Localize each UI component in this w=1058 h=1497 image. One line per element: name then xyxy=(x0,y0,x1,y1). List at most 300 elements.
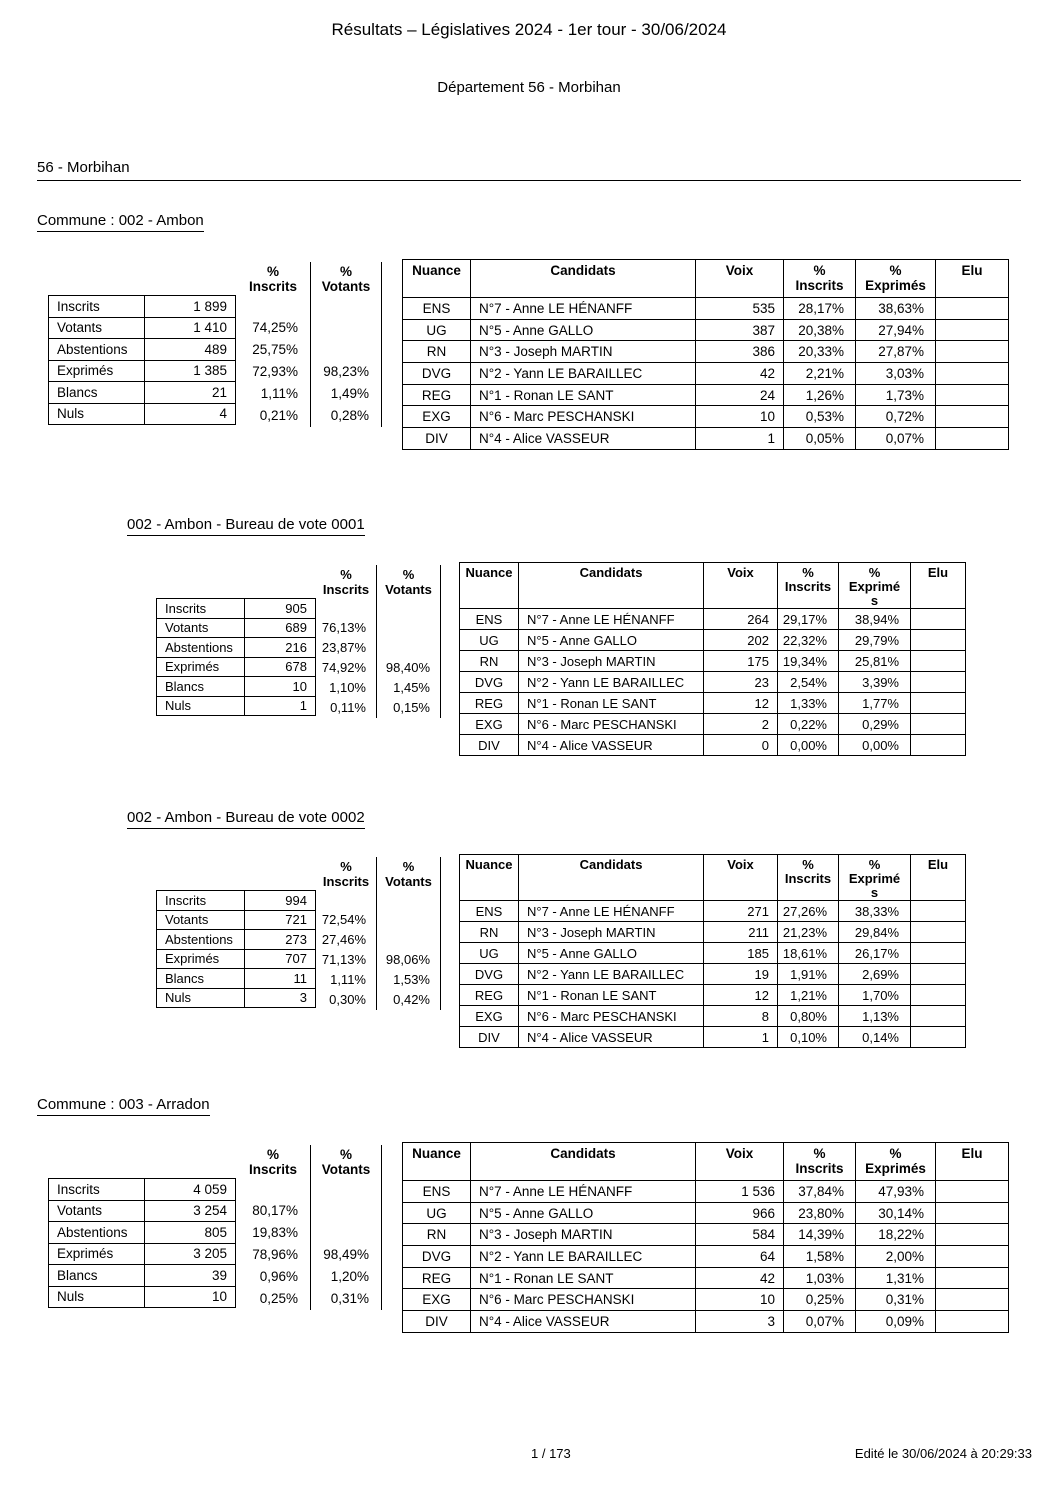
candidate-voix: 1 xyxy=(696,428,784,450)
participation-label: Blancs xyxy=(49,382,145,404)
col-nuance: Nuance xyxy=(403,260,471,298)
candidate-elu xyxy=(911,901,966,922)
candidate-pct-inscrits: 29,17% xyxy=(778,609,839,630)
candidate-name: N°1 - Ronan LE SANT xyxy=(519,693,704,714)
candidate-name: N°5 - Anne GALLO xyxy=(471,319,696,341)
participation-value: 3 205 xyxy=(145,1243,236,1265)
candidate-nuance: UG xyxy=(460,943,519,964)
participation-label: Nuls xyxy=(49,403,145,425)
candidate-elu xyxy=(936,1246,1009,1268)
pct-inscrits-value: 0,96% xyxy=(259,1269,298,1284)
participation-value: 905 xyxy=(245,599,316,619)
candidate-name: N°4 - Alice VASSEUR xyxy=(519,1027,704,1048)
participation-value: 1 385 xyxy=(145,360,236,382)
candidate-pct-exprimes: 29,79% xyxy=(839,630,911,651)
candidate-name: N°6 - Marc PESCHANSKI xyxy=(471,1289,696,1311)
participation-row xyxy=(49,1200,236,1222)
pct-votants-value xyxy=(311,1200,381,1222)
participation-row xyxy=(157,969,316,989)
pct-inscrits-value xyxy=(316,890,376,910)
candidate-name: N°2 - Yann LE BARAILLEC xyxy=(471,1246,696,1268)
participation-value: 4 059 xyxy=(145,1179,236,1201)
pct-votants-header: % Votants xyxy=(321,1147,371,1177)
candidate-voix: 271 xyxy=(704,901,778,922)
participation-row xyxy=(157,988,316,1008)
candidate-pct-exprimes: 1,70% xyxy=(839,985,911,1006)
participation-row xyxy=(157,677,316,697)
col-elu: Elu xyxy=(911,855,966,901)
results-table xyxy=(402,1142,1009,1333)
participation-label: Nuls xyxy=(49,1286,145,1308)
candidate-elu xyxy=(936,319,1009,341)
participation-table xyxy=(156,598,316,716)
col-pct-exprimes: % Exprimés xyxy=(839,563,911,609)
candidate-nuance: DVG xyxy=(403,363,471,385)
candidate-name: N°3 - Joseph MARTIN xyxy=(519,651,704,672)
candidate-pct-exprimes: 1,31% xyxy=(856,1267,936,1289)
col-voix: Voix xyxy=(696,1143,784,1181)
candidate-elu xyxy=(936,1224,1009,1246)
candidate-name: N°4 - Alice VASSEUR xyxy=(519,735,704,756)
candidate-elu xyxy=(936,1311,1009,1333)
candidate-elu xyxy=(936,428,1009,450)
candidate-pct-inscrits: 1,91% xyxy=(778,964,839,985)
candidate-pct-exprimes: 2,00% xyxy=(856,1246,936,1268)
participation-value: 1 xyxy=(245,696,316,716)
pct-votants-value xyxy=(311,339,381,361)
candidate-nuance: REG xyxy=(460,693,519,714)
candidate-voix: 2 xyxy=(704,714,778,735)
candidate-pct-inscrits: 1,26% xyxy=(784,384,856,406)
edit-timestamp: Edité le 30/06/2024 à 20:29:33 xyxy=(854,1446,1032,1461)
candidate-pct-inscrits: 0,53% xyxy=(784,406,856,428)
candidate-row xyxy=(460,714,966,735)
pct-votants-column xyxy=(377,857,441,1010)
pct-inscrits-header: % Inscrits xyxy=(248,1147,298,1177)
participation-label: Votants xyxy=(157,618,245,638)
results-header-row xyxy=(460,563,966,609)
candidate-row xyxy=(403,428,1009,450)
candidate-elu xyxy=(936,384,1009,406)
candidate-name: N°5 - Anne GALLO xyxy=(471,1202,696,1224)
candidate-pct-exprimes: 26,17% xyxy=(839,943,911,964)
candidate-pct-exprimes: 38,94% xyxy=(839,609,911,630)
participation-label: Nuls xyxy=(157,696,245,716)
candidate-row xyxy=(403,1246,1009,1268)
pct-inscrits-value: 71,13% xyxy=(321,952,366,967)
results-header-row xyxy=(403,260,1009,298)
pct-inscrits-value: 25,75% xyxy=(252,342,298,357)
candidate-name: N°6 - Marc PESCHANSKI xyxy=(471,406,696,428)
col-candidats: Candidats xyxy=(519,855,704,901)
pct-votants-header: % Votants xyxy=(385,567,432,597)
page-number: 1 / 173 xyxy=(531,1446,571,1461)
participation-table xyxy=(48,295,236,425)
candidate-voix: 966 xyxy=(696,1202,784,1224)
col-pct-exprimes: % Exprimés xyxy=(856,1143,936,1181)
candidate-pct-exprimes: 27,94% xyxy=(856,319,936,341)
candidate-pct-exprimes: 27,87% xyxy=(856,341,936,363)
participation-value: 994 xyxy=(245,891,316,911)
candidate-name: N°7 - Anne LE HÉNANFF xyxy=(519,609,704,630)
participation-value: 11 xyxy=(245,969,316,989)
pct-votants-value xyxy=(377,890,440,910)
candidate-row xyxy=(460,609,966,630)
pct-inscrits-value: 0,11% xyxy=(330,700,366,715)
pct-votants-value xyxy=(311,317,381,339)
participation-row xyxy=(49,403,236,425)
candidate-row xyxy=(403,1267,1009,1289)
candidate-pct-inscrits: 2,21% xyxy=(784,363,856,385)
pct-inscrits-column xyxy=(316,565,377,718)
participation-row xyxy=(49,1286,236,1308)
candidate-elu xyxy=(911,651,966,672)
participation-row xyxy=(49,317,236,339)
pct-inscrits-value: 23,87% xyxy=(321,640,366,655)
candidate-elu xyxy=(936,1202,1009,1224)
candidate-pct-exprimes: 0,72% xyxy=(856,406,936,428)
candidate-pct-inscrits: 0,05% xyxy=(784,428,856,450)
col-pct-exprimes: % Exprimés xyxy=(839,855,911,901)
participation-value: 689 xyxy=(245,618,316,638)
participation-label: Votants xyxy=(157,910,245,930)
col-pct-inscrits: % Inscrits xyxy=(778,855,839,901)
candidate-nuance: EXG xyxy=(460,714,519,735)
candidate-elu xyxy=(936,406,1009,428)
candidate-row xyxy=(460,1027,966,1048)
pct-inscrits-value: 76,13% xyxy=(321,620,366,635)
commune-heading: Commune : 002 - Ambon xyxy=(37,212,204,232)
candidate-nuance: RN xyxy=(403,341,471,363)
participation-label: Votants xyxy=(49,317,145,339)
pct-votants-column xyxy=(311,262,382,427)
candidate-nuance: DIV xyxy=(403,428,471,450)
candidate-nuance: RN xyxy=(460,651,519,672)
pct-inscrits-value: 1,10% xyxy=(329,680,366,695)
candidate-pct-exprimes: 0,31% xyxy=(856,1289,936,1311)
candidate-nuance: ENS xyxy=(460,609,519,630)
participation-value: 3 xyxy=(245,988,316,1008)
participation-label: Inscrits xyxy=(49,296,145,318)
candidate-pct-inscrits: 0,80% xyxy=(778,1006,839,1027)
candidate-voix: 175 xyxy=(704,651,778,672)
candidate-name: N°1 - Ronan LE SANT xyxy=(471,1267,696,1289)
candidate-nuance: REG xyxy=(403,1267,471,1289)
candidate-pct-exprimes: 0,07% xyxy=(856,428,936,450)
candidate-pct-inscrits: 21,23% xyxy=(778,922,839,943)
candidate-pct-inscrits: 1,21% xyxy=(778,985,839,1006)
candidate-pct-exprimes: 3,03% xyxy=(856,363,936,385)
candidate-pct-inscrits: 18,61% xyxy=(778,943,839,964)
candidate-pct-inscrits: 0,00% xyxy=(778,735,839,756)
participation-value: 489 xyxy=(145,339,236,361)
participation-value: 805 xyxy=(145,1222,236,1244)
pct-votants-value: 1,53% xyxy=(393,972,430,987)
candidate-pct-exprimes: 25,81% xyxy=(839,651,911,672)
candidate-nuance: DVG xyxy=(403,1246,471,1268)
participation-block xyxy=(156,565,441,718)
candidate-row xyxy=(460,922,966,943)
participation-row xyxy=(49,1265,236,1287)
candidate-pct-exprimes: 47,93% xyxy=(856,1181,936,1203)
participation-row xyxy=(49,360,236,382)
candidate-elu xyxy=(936,363,1009,385)
candidate-nuance: ENS xyxy=(460,901,519,922)
candidate-voix: 23 xyxy=(704,672,778,693)
candidate-elu xyxy=(911,630,966,651)
candidate-voix: 42 xyxy=(696,363,784,385)
candidate-name: N°1 - Ronan LE SANT xyxy=(471,384,696,406)
candidate-voix: 10 xyxy=(696,1289,784,1311)
candidate-row xyxy=(403,1224,1009,1246)
participation-label: Inscrits xyxy=(49,1179,145,1201)
participation-label: Blancs xyxy=(157,969,245,989)
pct-inscrits-column xyxy=(236,1145,311,1310)
candidate-row xyxy=(403,363,1009,385)
participation-row xyxy=(157,949,316,969)
document-title: Résultats – Législatives 2024 - 1er tour - 30/06/2024 xyxy=(331,20,727,39)
candidate-pct-inscrits: 22,32% xyxy=(778,630,839,651)
candidate-elu xyxy=(911,922,966,943)
candidate-row xyxy=(460,964,966,985)
candidate-nuance: UG xyxy=(460,630,519,651)
participation-label: Abstentions xyxy=(49,1222,145,1244)
participation-row xyxy=(157,618,316,638)
col-pct-inscrits: % Inscrits xyxy=(784,260,856,298)
pct-inscrits-column xyxy=(316,857,377,1010)
participation-row xyxy=(157,910,316,930)
participation-row xyxy=(157,599,316,619)
candidate-elu xyxy=(936,1289,1009,1311)
candidate-name: N°6 - Marc PESCHANSKI xyxy=(519,1006,704,1027)
results-table xyxy=(459,562,966,756)
pct-votants-value: 0,28% xyxy=(330,408,369,423)
pct-inscrits-value: 27,46% xyxy=(321,932,366,947)
col-candidats: Candidats xyxy=(471,1143,696,1181)
pct-votants-value xyxy=(377,618,440,638)
candidate-nuance: ENS xyxy=(403,1181,471,1203)
col-pct-inscrits: % Inscrits xyxy=(778,563,839,609)
candidate-name: N°1 - Ronan LE SANT xyxy=(519,985,704,1006)
candidate-pct-inscrits: 19,34% xyxy=(778,651,839,672)
candidate-row xyxy=(403,1202,1009,1224)
participation-value: 721 xyxy=(245,910,316,930)
pct-votants-value: 1,49% xyxy=(330,386,369,401)
candidate-name: N°2 - Yann LE BARAILLEC xyxy=(471,363,696,385)
candidate-voix: 12 xyxy=(704,693,778,714)
candidate-voix: 19 xyxy=(704,964,778,985)
pct-votants-header: % Votants xyxy=(385,859,432,889)
col-nuance: Nuance xyxy=(460,563,519,609)
pct-votants-value: 0,15% xyxy=(393,700,430,715)
candidate-voix: 584 xyxy=(696,1224,784,1246)
commune-heading: Commune : 003 - Arradon xyxy=(37,1096,210,1116)
candidate-voix: 42 xyxy=(696,1267,784,1289)
candidate-elu xyxy=(911,672,966,693)
pct-inscrits-value: 74,25% xyxy=(252,320,298,335)
candidate-voix: 10 xyxy=(696,406,784,428)
participation-label: Inscrits xyxy=(157,599,245,619)
col-candidats: Candidats xyxy=(519,563,704,609)
participation-row xyxy=(157,638,316,658)
pct-votants-value: 98,06% xyxy=(385,952,430,967)
candidate-row xyxy=(403,1181,1009,1203)
pct-votants-value: 98,49% xyxy=(323,1247,369,1262)
participation-label: Abstentions xyxy=(49,339,145,361)
candidate-pct-inscrits: 14,39% xyxy=(784,1224,856,1246)
participation-label: Exprimés xyxy=(157,949,245,969)
participation-label: Exprimés xyxy=(157,657,245,677)
pct-votants-value xyxy=(311,295,381,317)
pct-votants-value: 98,23% xyxy=(323,364,369,379)
participation-row xyxy=(157,930,316,950)
participation-value: 3 254 xyxy=(145,1200,236,1222)
results-header-row xyxy=(403,1143,1009,1181)
pct-inscrits-header: % Inscrits xyxy=(322,567,370,597)
participation-label: Inscrits xyxy=(157,891,245,911)
candidate-elu xyxy=(911,985,966,1006)
candidate-pct-inscrits: 1,58% xyxy=(784,1246,856,1268)
candidate-voix: 264 xyxy=(704,609,778,630)
candidate-pct-exprimes: 1,73% xyxy=(856,384,936,406)
participation-label: Blancs xyxy=(49,1265,145,1287)
pct-votants-value xyxy=(377,598,440,618)
pct-inscrits-value: 1,11% xyxy=(260,386,298,401)
participation-value: 4 xyxy=(145,403,236,425)
candidate-pct-exprimes: 0,29% xyxy=(839,714,911,735)
participation-value: 10 xyxy=(145,1286,236,1308)
pct-inscrits-value: 1,11% xyxy=(330,972,366,987)
candidate-elu xyxy=(936,298,1009,320)
pct-inscrits-value xyxy=(316,598,376,618)
participation-row xyxy=(49,339,236,361)
department-heading: 56 - Morbihan xyxy=(37,159,1021,181)
col-candidats: Candidats xyxy=(471,260,696,298)
candidate-name: N°2 - Yann LE BARAILLEC xyxy=(519,964,704,985)
candidate-voix: 386 xyxy=(696,341,784,363)
candidate-elu xyxy=(936,341,1009,363)
participation-row xyxy=(49,382,236,404)
participation-table xyxy=(48,1178,236,1308)
candidate-nuance: EXG xyxy=(460,1006,519,1027)
participation-value: 1 899 xyxy=(145,296,236,318)
participation-label: Exprimés xyxy=(49,360,145,382)
participation-value: 1 410 xyxy=(145,317,236,339)
pct-votants-value: 1,20% xyxy=(330,1269,369,1284)
pct-votants-column xyxy=(377,565,441,718)
pct-inscrits-value: 0,30% xyxy=(329,992,366,1007)
candidate-pct-exprimes: 18,22% xyxy=(856,1224,936,1246)
col-nuance: Nuance xyxy=(460,855,519,901)
candidate-row xyxy=(403,384,1009,406)
candidate-nuance: DVG xyxy=(460,964,519,985)
candidate-name: N°7 - Anne LE HÉNANFF xyxy=(471,1181,696,1203)
participation-value: 707 xyxy=(245,949,316,969)
candidate-nuance: RN xyxy=(460,922,519,943)
candidate-voix: 3 xyxy=(696,1311,784,1333)
candidate-name: N°5 - Anne GALLO xyxy=(519,943,704,964)
candidate-nuance: DIV xyxy=(460,1027,519,1048)
candidate-voix: 387 xyxy=(696,319,784,341)
col-elu: Elu xyxy=(936,260,1009,298)
candidate-nuance: DIV xyxy=(460,735,519,756)
candidate-elu xyxy=(936,1267,1009,1289)
candidate-voix: 1 xyxy=(704,1027,778,1048)
participation-value: 21 xyxy=(145,382,236,404)
candidate-pct-exprimes: 38,33% xyxy=(839,901,911,922)
pct-votants-value xyxy=(311,1222,381,1244)
candidate-pct-inscrits: 0,10% xyxy=(778,1027,839,1048)
candidate-pct-inscrits: 37,84% xyxy=(784,1181,856,1203)
participation-label: Blancs xyxy=(157,677,245,697)
pct-inscrits-value: 72,54% xyxy=(321,912,366,927)
col-pct-exprimes: % Exprimés xyxy=(856,260,936,298)
candidate-row xyxy=(460,693,966,714)
candidate-voix: 1 536 xyxy=(696,1181,784,1203)
results-table xyxy=(402,259,1009,450)
col-voix: Voix xyxy=(696,260,784,298)
col-elu: Elu xyxy=(911,563,966,609)
pct-inscrits-value xyxy=(236,1178,310,1200)
candidate-row xyxy=(460,1006,966,1027)
pct-votants-value xyxy=(377,638,440,658)
candidate-name: N°4 - Alice VASSEUR xyxy=(471,1311,696,1333)
pct-votants-value: 0,42% xyxy=(393,992,430,1007)
candidate-nuance: UG xyxy=(403,1202,471,1224)
candidate-name: N°3 - Joseph MARTIN xyxy=(471,341,696,363)
candidate-row xyxy=(460,672,966,693)
candidate-voix: 535 xyxy=(696,298,784,320)
candidate-elu xyxy=(911,693,966,714)
pct-inscrits-header: % Inscrits xyxy=(248,264,298,294)
participation-label: Exprimés xyxy=(49,1243,145,1265)
candidate-elu xyxy=(911,609,966,630)
participation-label: Votants xyxy=(49,1200,145,1222)
participation-label: Abstentions xyxy=(157,638,245,658)
bureau-heading: 002 - Ambon - Bureau de vote 0002 xyxy=(127,809,365,829)
candidate-pct-exprimes: 0,00% xyxy=(839,735,911,756)
candidate-elu xyxy=(911,943,966,964)
candidate-row xyxy=(403,298,1009,320)
candidate-row xyxy=(403,1289,1009,1311)
participation-row xyxy=(157,891,316,911)
results-table xyxy=(459,854,966,1048)
pct-votants-column xyxy=(311,1145,382,1310)
candidate-elu xyxy=(911,735,966,756)
candidate-name: N°6 - Marc PESCHANSKI xyxy=(519,714,704,735)
pct-inscrits-header: % Inscrits xyxy=(322,859,370,889)
participation-row xyxy=(157,696,316,716)
pct-inscrits-value: 0,21% xyxy=(259,408,298,423)
pct-inscrits-value: 78,96% xyxy=(252,1247,298,1262)
candidate-pct-inscrits: 2,54% xyxy=(778,672,839,693)
candidate-name: N°7 - Anne LE HÉNANFF xyxy=(471,298,696,320)
candidate-voix: 202 xyxy=(704,630,778,651)
candidate-nuance: ENS xyxy=(403,298,471,320)
candidate-pct-inscrits: 1,33% xyxy=(778,693,839,714)
document-subtitle: Département 56 - Morbihan xyxy=(437,79,621,96)
pct-inscrits-value: 72,93% xyxy=(252,364,298,379)
participation-value: 39 xyxy=(145,1265,236,1287)
candidate-row xyxy=(403,341,1009,363)
participation-value: 10 xyxy=(245,677,316,697)
candidate-row xyxy=(460,943,966,964)
participation-table xyxy=(156,890,316,1008)
candidate-row xyxy=(403,1311,1009,1333)
candidate-pct-inscrits: 23,80% xyxy=(784,1202,856,1224)
pct-votants-value: 0,31% xyxy=(330,1291,369,1306)
col-pct-inscrits: % Inscrits xyxy=(784,1143,856,1181)
